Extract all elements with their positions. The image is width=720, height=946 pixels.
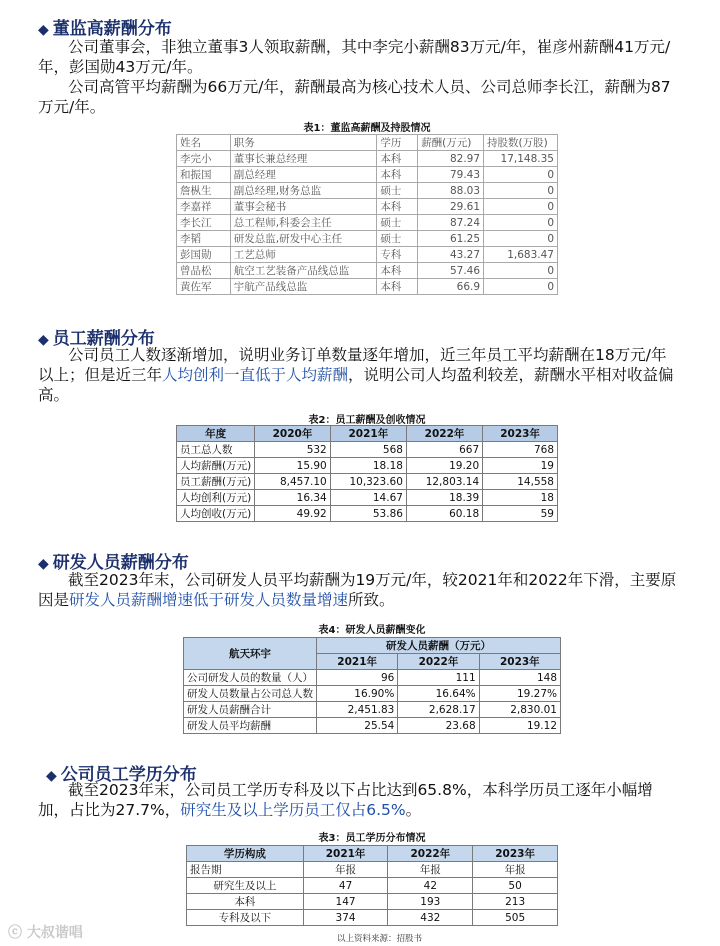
table-cell: 47 [303, 878, 388, 894]
table-cell: 彭国勋 [177, 247, 231, 263]
table-row [187, 846, 558, 862]
table-cell: 96 [317, 670, 398, 686]
table-cell: 148 [479, 670, 560, 686]
table-cell: 57.46 [418, 263, 484, 279]
table-cell: 23.68 [398, 718, 479, 734]
table-cell: 报告期 [187, 862, 304, 878]
table-cell: 硕士 [377, 231, 418, 247]
table-row [177, 199, 558, 215]
table-row [177, 151, 558, 167]
table-cell: 16.34 [255, 490, 331, 506]
table-cell: 副总经理,财务总监 [230, 183, 377, 199]
table-cell: 2,628.17 [398, 702, 479, 718]
table-cell: 16.90% [317, 686, 398, 702]
table-cell: 李嘉祥 [177, 199, 231, 215]
section-title-executive-pay: ◆ 董监高薪酬分布 [38, 19, 172, 39]
table-header-cell: 学历 [377, 135, 418, 151]
table-cell: 19.20 [406, 458, 482, 474]
table-header-cell: 2022年 [398, 654, 479, 670]
table-cell: 本科 [377, 151, 418, 167]
table-cell: 19.27% [479, 686, 560, 702]
table-cell: 19.12 [479, 718, 560, 734]
executive-pay-table [176, 134, 558, 295]
table-cell: 2,830.01 [479, 702, 560, 718]
table-row [184, 718, 561, 734]
table-cell: 14.67 [330, 490, 406, 506]
table-cell: 专科及以下 [187, 910, 304, 926]
table-cell: 15.90 [255, 458, 331, 474]
table-header-cell: 2022年 [388, 846, 473, 862]
table-header-cell: 2021年 [317, 654, 398, 670]
table-row [177, 167, 558, 183]
table-cell: 硕士 [377, 183, 418, 199]
table-cell: 董事会秘书 [230, 199, 377, 215]
diamond-icon: ◆ [46, 768, 57, 784]
table-cell: 航空工艺装备产品线总监 [230, 263, 377, 279]
table-cell: 本科 [377, 167, 418, 183]
source-note: 以上资料来源：招股书 [337, 934, 423, 944]
table-cell: 董事长兼总经理 [230, 151, 377, 167]
table-cell: 213 [473, 894, 558, 910]
table-row [187, 878, 558, 894]
table-cell: 82.97 [418, 151, 484, 167]
table-row [184, 670, 561, 686]
section-title-rd-pay: ◆ 研发人员薪酬分布 [38, 553, 189, 573]
table-row [187, 910, 558, 926]
table-cell: 49.92 [255, 506, 331, 522]
table-row [184, 702, 561, 718]
table-cell: 25.54 [317, 718, 398, 734]
table-cell: 147 [303, 894, 388, 910]
table-group-header: 研发人员薪酬（万元） [317, 638, 561, 654]
table-cell: 66.9 [418, 279, 484, 295]
diamond-icon: ◆ [38, 22, 49, 38]
table-header-cell: 学历构成 [187, 846, 304, 862]
table-cell: 61.25 [418, 231, 484, 247]
table-cell: 10,323.60 [330, 474, 406, 490]
table-row [177, 506, 558, 522]
table-cell: 16.64% [398, 686, 479, 702]
table-cell: 和振国 [177, 167, 231, 183]
table-cell: 本科 [377, 199, 418, 215]
diamond-icon: ◆ [38, 556, 49, 572]
table-cell: 专科 [377, 247, 418, 263]
table-cell: 研发总监,研发中心主任 [230, 231, 377, 247]
table-cell: 2,451.83 [317, 702, 398, 718]
table-cell: 李长江 [177, 215, 231, 231]
table-cell: 0 [484, 263, 558, 279]
table-cell: 李完小 [177, 151, 231, 167]
table-cell: 曾品松 [177, 263, 231, 279]
table-cell: 詹枞生 [177, 183, 231, 199]
table-cell: 88.03 [418, 183, 484, 199]
table-cell: 研发人员平均薪酬 [184, 718, 317, 734]
table-header-cell: 2023年 [473, 846, 558, 862]
table-header-cell: 2022年 [406, 426, 482, 442]
table-cell: 1,683.47 [484, 247, 558, 263]
table-cell: 0 [484, 231, 558, 247]
table-row [177, 474, 558, 490]
table-cell: 总工程师,科委会主任 [230, 215, 377, 231]
watermark: ⓒ 大叔谐唱 [8, 925, 83, 941]
paragraph: 公司高管平均薪酬为66万元/年，薪酬最高为核心技术人员、公司总师李长江，薪酬为87万元/年。 [38, 78, 671, 116]
table-cell: 568 [330, 442, 406, 458]
paragraph: 截至2023年末，公司员工学历专科及以下占比达到65.8%，本科学历员工逐年小幅增加，占比为27.7%，研究生及以上学历员工仅占6.5%。 [38, 781, 653, 819]
table-cell: 年报 [303, 862, 388, 878]
watermark-logo-icon: ⓒ [8, 925, 27, 941]
table-header-cell: 持股数(万股) [484, 135, 558, 151]
table-cell: 李韬 [177, 231, 231, 247]
table-cell: 本科 [187, 894, 304, 910]
section-title-employee-pay: ◆ 员工薪酬分布 [38, 329, 155, 349]
table-cell: 人均创收(万元) [177, 506, 255, 522]
table-cell: 18 [483, 490, 558, 506]
table-cell: 17,148.35 [484, 151, 558, 167]
table-row [187, 862, 558, 878]
table-cell: 本科 [377, 263, 418, 279]
table-cell: 667 [406, 442, 482, 458]
table-row [177, 263, 558, 279]
table-cell: 18.18 [330, 458, 406, 474]
table-cell: 研发人员薪酬合计 [184, 702, 317, 718]
table-cell: 8,457.10 [255, 474, 331, 490]
table-cell: 人均薪酬(万元) [177, 458, 255, 474]
table-row [187, 894, 558, 910]
table-cell: 505 [473, 910, 558, 926]
table-row [177, 183, 558, 199]
table-cell: 研究生及以上 [187, 878, 304, 894]
table-cell: 19 [483, 458, 558, 474]
table-corner-cell: 航天环宇 [184, 638, 317, 670]
table-cell: 43.27 [418, 247, 484, 263]
table-cell: 50 [473, 878, 558, 894]
paragraph: 公司董事会，非独立董事3人领取薪酬，其中李完小薪酬83万元/年，崔彦州薪酬41万元/年，彭国勋43万元/年。 [38, 38, 671, 76]
table-cell: 员工薪酬(万元) [177, 474, 255, 490]
table-cell: 副总经理 [230, 167, 377, 183]
table-cell: 87.24 [418, 215, 484, 231]
table-cell: 工艺总师 [230, 247, 377, 263]
table-header-cell: 2023年 [483, 426, 558, 442]
table-caption: 表2：员工薪酬及创收情况 [308, 415, 426, 426]
table-cell: 人均创利(万元) [177, 490, 255, 506]
table-cell: 年报 [473, 862, 558, 878]
table-cell: 0 [484, 167, 558, 183]
table-row [177, 426, 558, 442]
table-caption: 表3：员工学历分布情况 [318, 833, 426, 844]
table-cell: 公司研发人员的数量（人） [184, 670, 317, 686]
table-row [177, 247, 558, 263]
table-cell: 研发人员数量占公司总人数 [184, 686, 317, 702]
table-cell: 29.61 [418, 199, 484, 215]
table-header-cell: 2020年 [255, 426, 331, 442]
table-cell: 432 [388, 910, 473, 926]
paragraph: 公司员工人数逐渐增加，说明业务订单数量逐年增加，近三年员工平均薪酬在18万元/年以上；但是近三年人均创利一直低于人均薪酬，说明公司人均盈利较差，薪酬水平相对收益偏高。 [38, 346, 674, 404]
table-cell: 768 [483, 442, 558, 458]
table-row [177, 442, 558, 458]
table-cell: 42 [388, 878, 473, 894]
table-row [177, 215, 558, 231]
table-row [177, 490, 558, 506]
table-cell: 532 [255, 442, 331, 458]
rd-pay-table [183, 637, 561, 734]
table-cell: 18.39 [406, 490, 482, 506]
table-cell: 0 [484, 183, 558, 199]
paragraph: 截至2023年末，公司研发人员平均薪酬为19万元/年，较2021年和2022年下滑，主要原因是研发人员薪酬增速低于研发人员数量增速所致。 [38, 571, 677, 609]
education-table [186, 845, 558, 926]
table-cell: 14,558 [483, 474, 558, 490]
table-row [177, 279, 558, 295]
table-cell: 193 [388, 894, 473, 910]
table-row [177, 231, 558, 247]
table-header-cell: 姓名 [177, 135, 231, 151]
table-cell: 111 [398, 670, 479, 686]
table-cell: 年报 [388, 862, 473, 878]
table-cell: 374 [303, 910, 388, 926]
table-row [177, 135, 558, 151]
table-header-cell: 薪酬(万元) [418, 135, 484, 151]
table-caption: 表1：董监高薪酬及持股情况 [303, 123, 431, 134]
table-header-cell: 职务 [230, 135, 377, 151]
table-cell: 本科 [377, 279, 418, 295]
table-cell: 硕士 [377, 215, 418, 231]
table-cell: 0 [484, 215, 558, 231]
table-cell: 宇航产品线总监 [230, 279, 377, 295]
table-cell: 0 [484, 199, 558, 215]
table-header-cell: 2021年 [303, 846, 388, 862]
table-cell: 60.18 [406, 506, 482, 522]
section-title-education: ◆ 公司员工学历分布 [46, 765, 197, 785]
table-header-cell: 2021年 [330, 426, 406, 442]
table-cell: 59 [483, 506, 558, 522]
table-cell: 12,803.14 [406, 474, 482, 490]
table-header-cell: 年度 [177, 426, 255, 442]
table-cell: 黄佐军 [177, 279, 231, 295]
table-row [177, 458, 558, 474]
table-cell: 员工总人数 [177, 442, 255, 458]
table-cell: 79.43 [418, 167, 484, 183]
employee-pay-table [176, 425, 558, 522]
table-cell: 53.86 [330, 506, 406, 522]
table-caption: 表4：研发人员薪酬变化 [318, 625, 426, 636]
table-row [184, 686, 561, 702]
diamond-icon: ◆ [38, 332, 49, 348]
table-cell: 0 [484, 279, 558, 295]
table-header-cell: 2023年 [479, 654, 560, 670]
